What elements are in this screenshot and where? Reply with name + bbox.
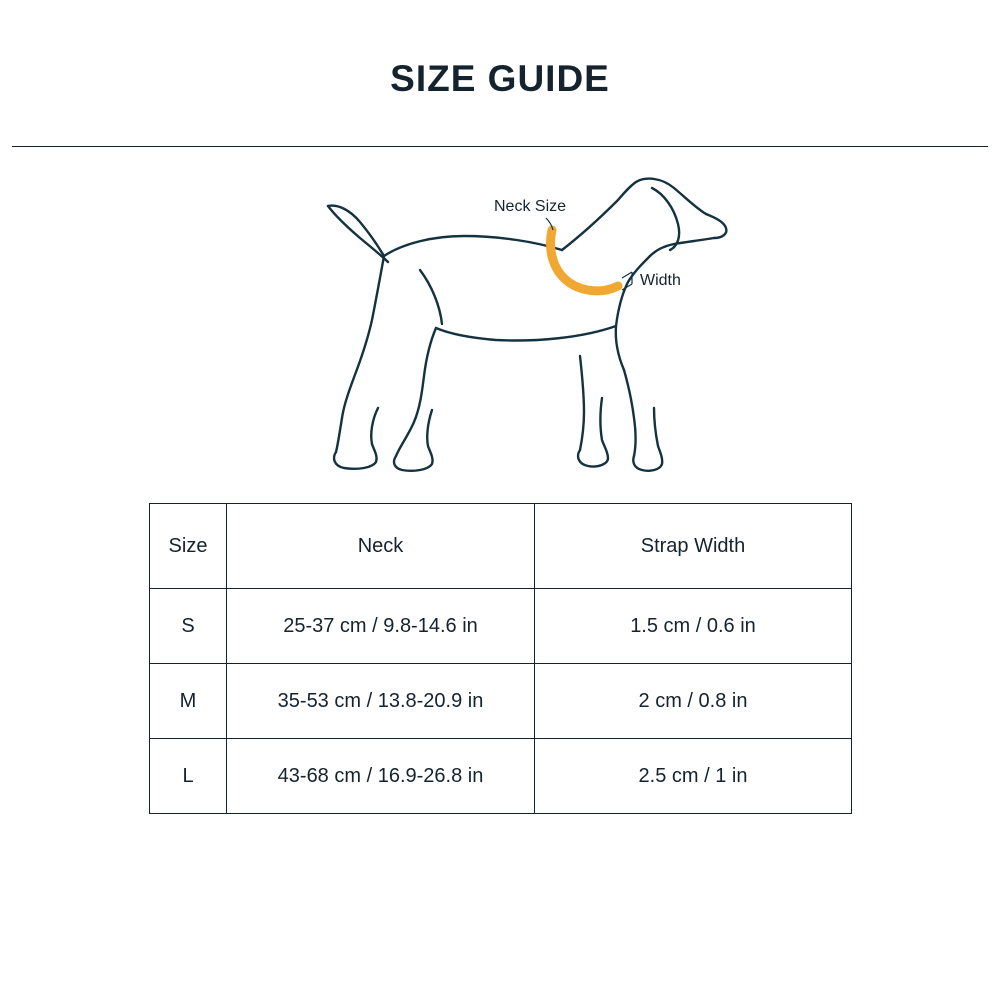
cell-size: S xyxy=(150,589,227,664)
neck-size-label: Neck Size xyxy=(494,198,567,215)
collar-highlight xyxy=(551,230,618,291)
cell-neck: 43-68 cm / 16.9-26.8 in xyxy=(227,739,535,814)
table-header-row xyxy=(150,504,852,589)
column-header-strap-width: Strap Width xyxy=(535,504,852,589)
width-label: Width xyxy=(640,272,681,289)
column-header-size: Size xyxy=(150,504,227,589)
cell-neck: 25-37 cm / 9.8-14.6 in xyxy=(227,589,535,664)
table-row xyxy=(150,664,852,739)
cell-strap-width: 2.5 cm / 1 in xyxy=(535,739,852,814)
cell-size: L xyxy=(150,739,227,814)
table-row xyxy=(150,589,852,664)
size-table xyxy=(149,503,852,814)
cell-strap-width: 1.5 cm / 0.6 in xyxy=(535,589,852,664)
table-row xyxy=(150,739,852,814)
dog-diagram xyxy=(250,160,770,490)
page-title: SIZE GUIDE xyxy=(390,58,610,99)
column-header-neck: Neck xyxy=(227,504,535,589)
cell-strap-width: 2 cm / 0.8 in xyxy=(535,664,852,739)
cell-neck: 35-53 cm / 13.8-20.9 in xyxy=(227,664,535,739)
title-divider xyxy=(12,146,988,147)
cell-size: M xyxy=(150,664,227,739)
